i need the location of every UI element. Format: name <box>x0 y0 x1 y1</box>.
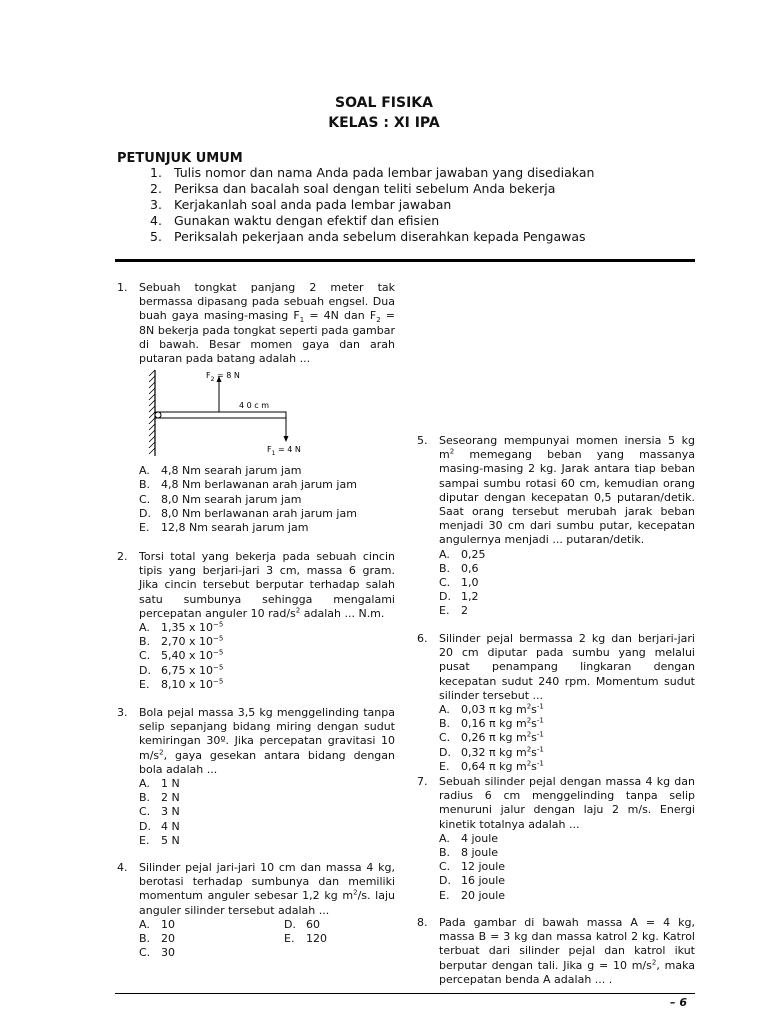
option: D. 4 N <box>139 819 180 833</box>
option: B. 2,70 x $10^{-5}$ <box>139 634 224 649</box>
instruction-item: 2. Periksa dan bacalah soal dengan teliti sebelum Anda bekerja <box>150 181 556 196</box>
question-text: Pada gambar di bawah massa A = 4 kg, massa B = 3 kg dan massa katrol 2 kg. Katrol terbuat dari silinder pejal dan katrol ikut berputar dengan tali. Jika g = 10 $m/s^2$, maka percepatan benda A adalah ... . <box>439 916 695 986</box>
option: A. 0,25 <box>439 547 486 561</box>
lever-diagram <box>147 368 317 464</box>
option: B. 20 <box>139 932 175 945</box>
answer-options <box>139 918 395 961</box>
answer-options <box>139 621 395 692</box>
question-6: 6. Silinder pejal bermassa 2 kg dan berjari-jari 20 cm diputar pada sumbu yang melalui pusat penampang lingkaran dengan kecepatan sudut 240 rpm. Momentum sudut silinder tersebut ... A. 0,03 π kg $m^2s^{-1}$ B. 0,16 π kg $m^2s^{-1}$ C. 0,26 π kg $m^2s^{-1}$ D. 0,32 π kg $m^2s^{-1}$ E. 0,64 π kg $m^2s^{-1}$ <box>417 632 695 773</box>
question-7: 7. Sebuah silinder pejal dengan massa 4 kg dan radius 6 cm menggelinding tanpa selip menuruni jalur dengan laju 2 m/s. Energi kinetik totalnya adalah ... A. 4 joule B. 8 joule C. 12 joule D. 16 joule E. 20 joule <box>417 775 695 902</box>
option: E. 12,8 Nm searah jarum jam <box>139 520 309 534</box>
page-number: – 6 <box>670 996 687 1009</box>
pi-symbol: π <box>489 759 496 773</box>
option: C. 5,40 x $10^{-5}$ <box>139 648 224 663</box>
option: C. 3 N <box>139 805 180 819</box>
option: D. 6,75 x $10^{-5}$ <box>139 662 224 677</box>
instructions-heading: PETUNJUK UMUM <box>117 151 243 166</box>
option: D. 16 joule <box>439 874 506 888</box>
page-title: SOAL FISIKA <box>335 95 433 111</box>
question-text: Silinder pejal bermassa 2 kg dan berjari-jari 20 cm diputar pada sumbu yang melalui pusat penampang lingkaran dengan kecepatan sudut 240 rpm. Momentum sudut silinder tersebut ... <box>439 632 695 702</box>
question-text: Sebuah silinder pejal dengan massa 4 kg dan radius 6 cm menggelinding tanpa selip menuruni jalur dengan laju 2 m/s. Energi kinetik totalnya adalah ... <box>439 775 695 831</box>
question-1: 1. Sebuah tongkat panjang 2 meter tak bermassa dipasang pada sebuah engsel. Dua buah gaya masing-masing $F_1 = 4N$ dan $F_2 = 8N$ bekerja pada tongkat seperti pada gambar di bawah. Besar momen gaya dan arah putaran pada batang adalah ... $F_2 = 8$ N 4 0 c m $F_1 = 4$ N A. 4,8 Nm searah jarum jam B. 4,8 Nm berlawanan arah jarum jam C. 8,0 Nm searah jarum jam D. 8,0 Nm berlawanan arah jarum jam E. 12,8 Nm searah jarum jam <box>117 281 396 534</box>
question-text: Seseorang mempunyai momen inersia 5 kg $m^2$ memegang beban yang massanya masing-masing 2 kg. Jarak antara tiap beban sampai sumbu rotasi 60 cm, kemudian orang diputar dengan kecepatan 0,5 putaran/detik. Saat orang tersebut merubah jarak beban menjadi 30 cm dari sumbu putar, kecepatan angulernya menjadi ... putaran/detik. <box>439 434 695 547</box>
option: C. 1,0 <box>439 576 479 589</box>
svg-text:F2 = 8 N: $F_2 = 8$ N <box>206 371 240 384</box>
option: C. 0,26 π kg $m^2s^{-1}$ <box>439 730 544 745</box>
answer-options <box>439 703 695 774</box>
option: A. 10 <box>139 917 175 931</box>
option: E. 5 N <box>139 833 180 847</box>
question-text: Bola pejal massa 3,5 kg menggelinding tanpa selip sepanjang bidang miring dengan sudut kemiringan 30º. Jika percepatan gravitasi 10 $m/s^2$, gaya gesekan antara bidang dengan bola adalah ... <box>139 706 395 776</box>
question-text: Torsi total yang bekerja pada sebuah cincin tipis yang berjari-jari 3 cm, massa 6 gram. Jika cincin tersebut berputar terhadap salah satu sumbunya sehingga mengalami percepatan anguler 10 rad/$s^2$ adalah ... N.m. <box>139 550 395 620</box>
answer-options <box>439 832 695 903</box>
option: E. 0,64 π kg $m^2s^{-1}$ <box>439 759 544 773</box>
question-5: 5. Seseorang mempunyai momen inersia 5 kg $m^2$ memegang beban yang massanya masing-masing 2 kg. Jarak antara tiap beban sampai sumbu rotasi 60 cm, kemudian orang diputar dengan kecepatan 0,5 putaran/detik. Saat orang tersebut merubah jarak beban menjadi 30 cm dari sumbu putar, kecepatan angulernya menjadi ... putaran/detik. A. 0,25 B. 0,6 C. 1,0 D. 1,2 E. 2 <box>417 434 695 618</box>
option: B. 4,8 Nm berlawanan arah jarum jam <box>139 478 357 492</box>
svg-text:4 0 c m: 4 0 c m <box>239 401 269 411</box>
option: C. 30 <box>139 946 175 960</box>
option: D. 8,0 Nm berlawanan arah jarum jam <box>139 506 357 520</box>
option: D. 0,32 π kg $m^2s^{-1}$ <box>439 744 544 759</box>
pi-symbol: π <box>489 731 496 745</box>
instruction-item: 4. Gunakan waktu dengan efektif dan efisien <box>150 213 440 228</box>
option: E. 2 <box>439 604 468 618</box>
question-8: 8. Pada gambar di bawah massa A = 4 kg, massa B = 3 kg dan massa katrol 2 kg. Katrol terbuat dari silinder pejal dan katrol ikut berputar dengan tali. Jika g = 10 $m/s^2$, maka percepatan benda A adalah ... . <box>417 916 695 986</box>
option: B. 0,6 <box>439 561 479 575</box>
option: B. 8 joule <box>439 846 499 859</box>
option: E. 20 joule <box>439 888 506 902</box>
question-2: 2. Torsi total yang bekerja pada sebuah cincin tipis yang berjari-jari 3 cm, massa 6 gram. Jika cincin tersebut berputar terhadap salah satu sumbunya sehingga mengalami percepatan anguler 10 rad/$s^2$ adalah ... N.m. A. 1,35 x $10^{-5}$ B. 2,70 x $10^{-5}$ C. 5,40 x $10^{-5}$ D. 6,75 x $10^{-5}$ E. 8,10 x $10^{-5}$ <box>117 550 395 691</box>
option: E. 8,10 x $10^{-5}$ <box>139 677 224 691</box>
instruction-item: 3. Kerjakanlah soal anda pada lembar jawaban <box>150 197 452 212</box>
answer-options <box>139 464 395 535</box>
option: B. 0,16 π kg $m^2s^{-1}$ <box>439 716 544 731</box>
question-4: 4. Silinder pejal jari-jari 10 cm dan massa 4 kg, berotasi terhadap sumbunya dan memiliki momentum anguler sebesar 1,2 kg $m^2/s$. laju anguler silinder tersebut adalah ... A. 10 D. 60 B. 20 E. 120 C. 30 <box>117 861 395 960</box>
option: C. 12 joule <box>439 860 506 874</box>
instruction-item: 5. Periksalah pekerjaan anda sebelum diserahkan kepada Pengawas <box>150 229 586 244</box>
option: A. 4,8 Nm searah jarum jam <box>139 464 302 478</box>
option: D. 60 <box>284 917 320 931</box>
question-text: Silinder pejal jari-jari 10 cm dan massa 4 kg, berotasi terhadap sumbunya dan memiliki momentum anguler sebesar 1,2 kg $m^2/s$. laju anguler silinder tersebut adalah ... <box>139 861 395 917</box>
page-subtitle: KELAS : XI IPA <box>328 115 440 131</box>
instructions-list <box>150 165 594 245</box>
option: E. 120 <box>284 932 327 945</box>
footer-divider <box>115 993 695 994</box>
option: C. 8,0 Nm searah jarum jam <box>139 492 302 506</box>
pi-symbol: π <box>489 717 496 731</box>
answer-options <box>139 777 395 848</box>
answer-options <box>439 548 695 619</box>
header-divider <box>115 259 695 262</box>
question-text: Sebuah tongkat panjang 2 meter tak bermassa dipasang pada sebuah engsel. Dua buah gaya masing-masing $F_1 = 4N$ dan $F_2 = 8N$ bekerja pada tongkat seperti pada gambar di bawah. Besar momen gaya dan arah putaran pada batang adalah ... <box>139 281 396 366</box>
option: A. 1,35 x $10^{-5}$ <box>139 620 224 635</box>
svg-text:F1 = 4 N: $F_1 = 4$ N <box>267 445 301 458</box>
option: A. 4 joule <box>439 831 499 845</box>
pi-symbol: π <box>489 745 496 759</box>
option: B. 2 N <box>139 791 180 805</box>
option: A. 1 N <box>139 777 180 791</box>
instruction-item: 1. Tulis nomor dan nama Anda pada lembar jawaban yang disediakan <box>150 165 595 180</box>
option: D. 1,2 <box>439 590 479 604</box>
option: A. 0,03 π kg $m^2s^{-1}$ <box>439 702 544 717</box>
pi-symbol: π <box>489 703 496 717</box>
question-3: 3. Bola pejal massa 3,5 kg menggelinding tanpa selip sepanjang bidang miring dengan sudut kemiringan 30º. Jika percepatan gravitasi 10 $m/s^2$, gaya gesekan antara bidang dengan bola adalah ... A. 1 N B. 2 N C. 3 N D. 4 N E. 5 N <box>117 706 395 847</box>
